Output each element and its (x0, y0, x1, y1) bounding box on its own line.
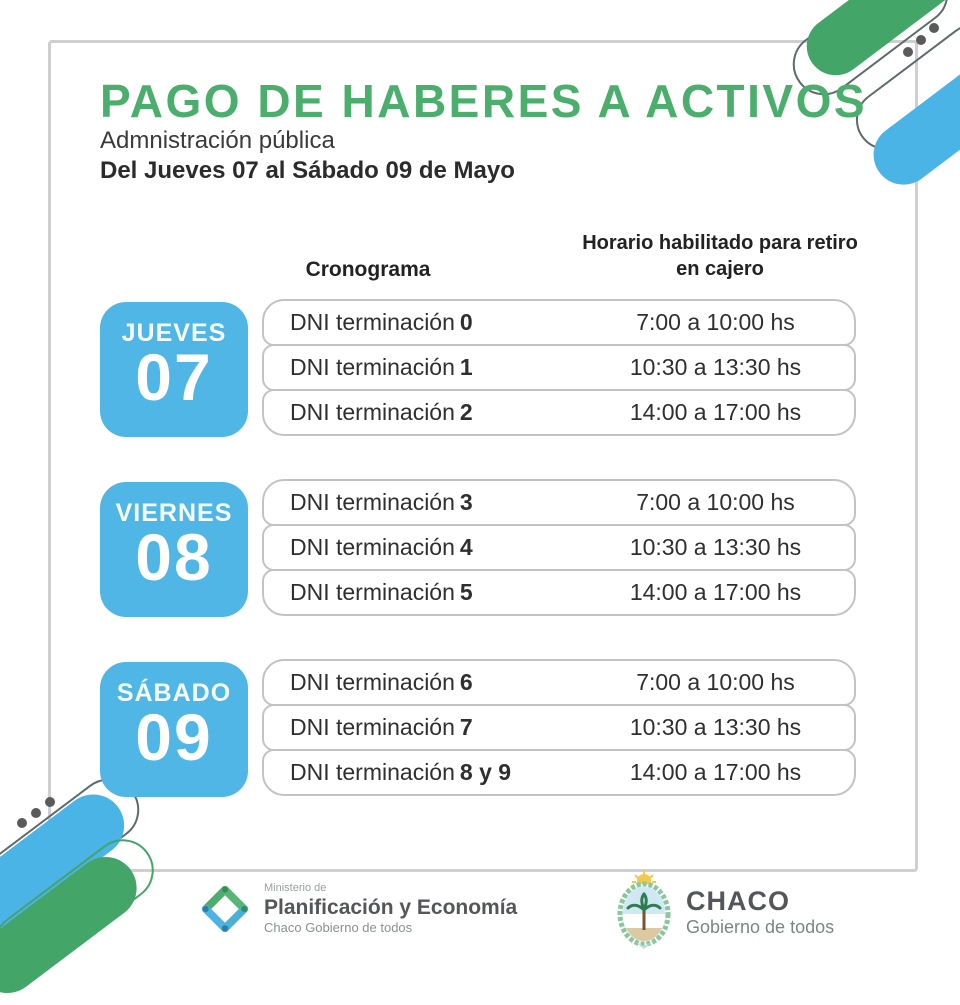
table-row (262, 569, 856, 616)
dot-decoration (17, 818, 27, 828)
dni-number: 8 y 9 (459, 759, 512, 785)
ministry-name: Planificación y Economía (264, 896, 518, 920)
table-row (262, 479, 856, 526)
day-number: 09 (135, 700, 213, 774)
dot-decoration (45, 797, 55, 807)
footer (0, 868, 960, 960)
dni-label-text: DNI terminación (290, 399, 455, 425)
day-number: 07 (135, 340, 213, 414)
dot-decoration (929, 23, 939, 33)
time-slot: 14:00 a 17:00 hs (629, 399, 802, 425)
dni-number: 1 (459, 354, 473, 380)
dni-label (264, 669, 583, 696)
dni-label (264, 399, 583, 426)
table-row (262, 659, 856, 706)
time-slot: 10:30 a 13:30 hs (629, 354, 802, 380)
time-slot: 7:00 a 10:00 hs (636, 669, 795, 695)
date-range: Del Jueves 07 al Sábado 09 de Mayo (100, 157, 515, 184)
diamond-logo-icon (198, 882, 252, 941)
ministry-small-bottom: Chaco Gobierno de todos (264, 920, 413, 936)
dot-decoration (916, 35, 926, 45)
subtitle: Admnistración pública (100, 127, 335, 154)
ministry-text (264, 882, 517, 935)
day-badge (100, 302, 248, 437)
ministry-small-top: Ministerio de (264, 882, 327, 894)
dni-number: 3 (459, 489, 473, 515)
day-badge (100, 482, 248, 617)
dni-label (264, 534, 583, 561)
schedule-rows (262, 299, 856, 436)
dni-label-text: DNI terminación (290, 579, 455, 605)
day-number: 08 (135, 520, 213, 594)
province-tagline: Gobierno de todos (686, 917, 835, 938)
dni-label-text: DNI terminación (290, 354, 455, 380)
dni-label (264, 759, 583, 786)
dni-number: 7 (459, 714, 473, 740)
dni-label-text: DNI terminación (290, 309, 455, 335)
day-name: JUEVES (121, 319, 227, 347)
province-text (686, 887, 834, 938)
table-row (262, 299, 856, 346)
chaco-coat-of-arms-icon (614, 870, 674, 955)
dni-label-text: DNI terminación (290, 489, 455, 515)
dni-label-text: DNI terminación (290, 534, 455, 560)
province-name: CHACO (686, 885, 790, 916)
time-slot: 7:00 a 10:00 hs (636, 489, 795, 515)
dni-number: 0 (459, 309, 473, 335)
dni-label-text: DNI terminación (290, 714, 455, 740)
dni-label (264, 489, 583, 516)
column-header-cronograma: Cronograma (305, 258, 431, 281)
dni-label (264, 354, 583, 381)
table-row (262, 749, 856, 796)
day-badge (100, 662, 248, 797)
time-slot: 7:00 a 10:00 hs (636, 309, 795, 335)
column-header-horario: Horario habilitado para retiro en cajero (582, 232, 858, 280)
day-name: SÁBADO (116, 679, 232, 707)
schedule-rows (262, 479, 856, 616)
dot-decoration (903, 47, 913, 57)
dni-label-text: DNI terminación (290, 669, 455, 695)
table-row (262, 524, 856, 571)
dni-number: 5 (459, 579, 473, 605)
time-slot: 10:30 a 13:30 hs (629, 714, 802, 740)
dni-number: 6 (459, 669, 473, 695)
day-name: VIERNES (115, 499, 233, 527)
dot-decoration (31, 808, 41, 818)
ministry-logo-block (198, 882, 517, 941)
dni-label (264, 579, 583, 606)
table-row (262, 389, 856, 436)
dni-number: 4 (459, 534, 473, 560)
time-slot: 14:00 a 17:00 hs (629, 579, 802, 605)
table-row (262, 344, 856, 391)
dni-number: 2 (459, 399, 473, 425)
dni-label (264, 309, 583, 336)
province-logo-block (614, 870, 834, 955)
time-slot: 14:00 a 17:00 hs (629, 759, 802, 785)
page-title: PAGO DE HABERES A ACTIVOS (100, 75, 868, 127)
schedule-rows (262, 659, 856, 796)
dni-label (264, 714, 583, 741)
dni-label-text: DNI terminación (290, 759, 455, 785)
time-slot: 10:30 a 13:30 hs (629, 534, 802, 560)
table-row (262, 704, 856, 751)
